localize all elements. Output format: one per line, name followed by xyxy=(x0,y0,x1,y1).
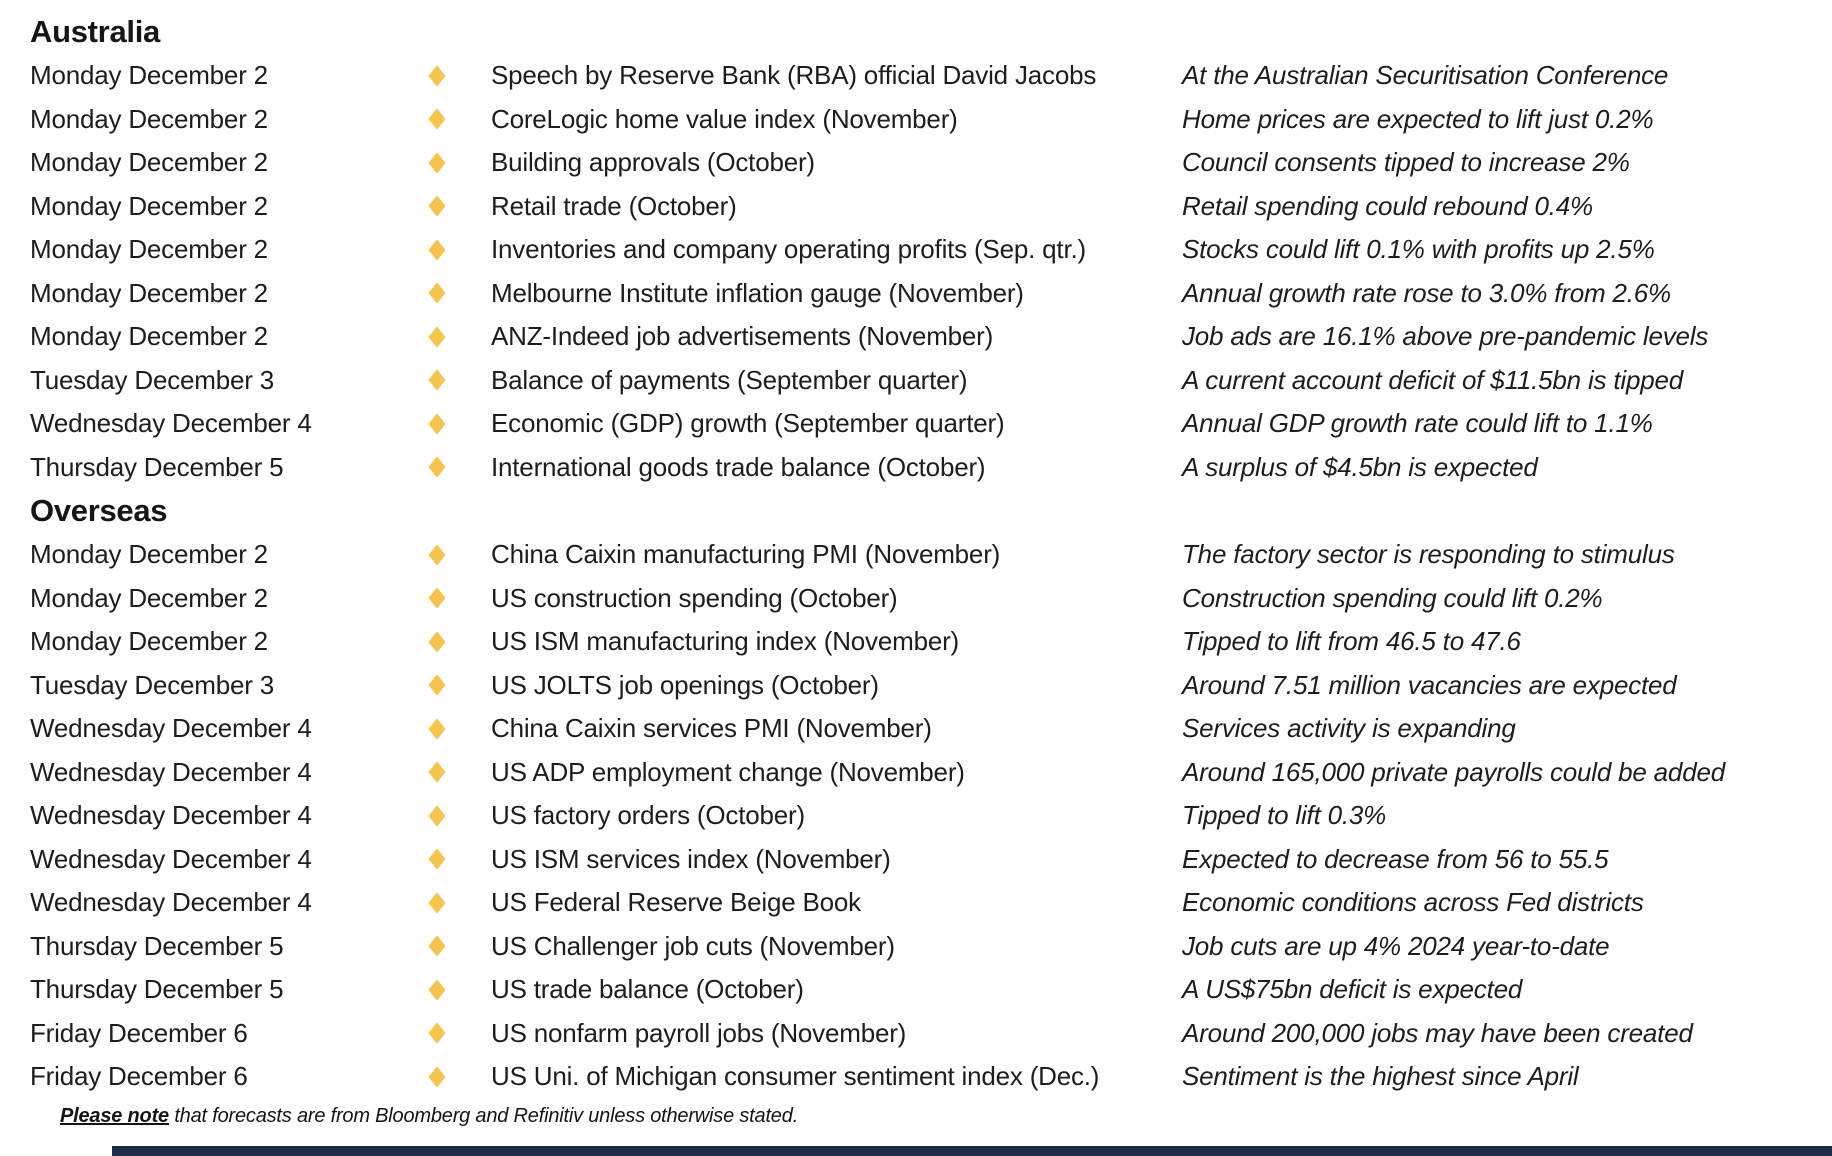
event-note: A current account deficit of $11.5bn is tipped xyxy=(1182,364,1683,395)
event-note: Tipped to lift from 46.5 to 47.6 xyxy=(1182,626,1521,657)
event-note: Economic conditions across Fed districts xyxy=(1182,887,1644,918)
calendar-row xyxy=(30,359,1832,403)
event-note: Council consents tipped to increase 2% xyxy=(1182,147,1630,178)
event-date: Monday December 2 xyxy=(30,321,268,352)
bullet-cell xyxy=(427,810,491,822)
bullet-cell xyxy=(427,636,491,648)
event-note: Around 165,000 private payrolls could be added xyxy=(1182,756,1725,787)
diamond-icon xyxy=(429,544,446,565)
footer-bar xyxy=(112,1146,1832,1156)
event-date: Thursday December 5 xyxy=(30,451,284,482)
event-title: Building approvals (October) xyxy=(491,147,815,178)
event-date: Monday December 2 xyxy=(30,147,268,178)
calendar-row xyxy=(30,664,1832,708)
event-note: Stocks could lift 0.1% with profits up 2.5% xyxy=(1182,234,1655,265)
event-date: Monday December 2 xyxy=(30,103,268,134)
diamond-icon xyxy=(429,675,446,696)
event-date: Thursday December 5 xyxy=(30,974,284,1005)
event-note: Job ads are 16.1% above pre-pandemic levels xyxy=(1182,321,1709,352)
event-date: Monday December 2 xyxy=(30,60,268,91)
event-title: US Uni. of Michigan consumer sentiment index (Dec.) xyxy=(491,1061,1100,1092)
diamond-icon xyxy=(429,196,446,217)
diamond-icon xyxy=(429,370,446,391)
bullet-cell xyxy=(427,1071,491,1083)
event-title: US Federal Reserve Beige Book xyxy=(491,887,861,918)
event-title: US Challenger job cuts (November) xyxy=(491,930,895,961)
calendar-row xyxy=(30,228,1832,272)
event-note: Annual GDP growth rate could lift to 1.1% xyxy=(1182,408,1653,439)
event-note: The factory sector is responding to stimulus xyxy=(1182,539,1675,570)
calendar-row xyxy=(30,968,1832,1012)
calendar-row xyxy=(30,1055,1832,1099)
event-title: US ISM services index (November) xyxy=(491,843,891,874)
calendar-row xyxy=(30,925,1832,969)
event-date: Monday December 2 xyxy=(30,277,268,308)
event-note: At the Australian Securitisation Conference xyxy=(1182,60,1669,91)
calendar-row xyxy=(30,185,1832,229)
event-note: Sentiment is the highest since April xyxy=(1182,1061,1579,1092)
bullet-cell xyxy=(427,549,491,561)
event-title: International goods trade balance (October) xyxy=(491,451,986,482)
event-title: US construction spending (October) xyxy=(491,582,898,613)
diamond-icon xyxy=(429,326,446,347)
calendar-row xyxy=(30,141,1832,185)
bullet-cell xyxy=(427,374,491,386)
event-title: Balance of payments (September quarter) xyxy=(491,364,968,395)
bullet-cell xyxy=(427,331,491,343)
bullet-cell xyxy=(427,418,491,430)
bullet-cell xyxy=(427,113,491,125)
diamond-icon xyxy=(429,805,446,826)
calendar-row xyxy=(30,446,1832,490)
calendar-table xyxy=(30,10,1832,1099)
event-date: Tuesday December 3 xyxy=(30,669,274,700)
diamond-icon xyxy=(429,109,446,130)
event-title: CoreLogic home value index (November) xyxy=(491,103,958,134)
event-title: US nonfarm payroll jobs (November) xyxy=(491,1017,907,1048)
event-note: Tipped to lift 0.3% xyxy=(1182,800,1387,831)
event-title: Speech by Reserve Bank (RBA) official David Jacobs xyxy=(491,60,1097,91)
section-heading: Australia xyxy=(30,14,160,49)
event-date: Monday December 2 xyxy=(30,190,268,221)
event-date: Wednesday December 4 xyxy=(30,800,312,831)
event-title: China Caixin services PMI (November) xyxy=(491,713,932,744)
calendar-row xyxy=(30,707,1832,751)
bullet-cell xyxy=(427,244,491,256)
event-note: Home prices are expected to lift just 0.2% xyxy=(1182,103,1654,134)
calendar-row xyxy=(30,794,1832,838)
event-date: Monday December 2 xyxy=(30,582,268,613)
event-date: Wednesday December 4 xyxy=(30,756,312,787)
bullet-cell xyxy=(427,70,491,82)
diamond-icon xyxy=(429,762,446,783)
event-title: US JOLTS job openings (October) xyxy=(491,669,879,700)
event-title: Inventories and company operating profits (Sep. qtr.) xyxy=(491,234,1086,265)
diamond-icon xyxy=(429,936,446,957)
calendar-row xyxy=(30,315,1832,359)
bullet-cell xyxy=(427,897,491,909)
event-title: China Caixin manufacturing PMI (November) xyxy=(491,539,1001,570)
bullet-cell xyxy=(427,200,491,212)
bullet-cell xyxy=(427,940,491,952)
event-title: US factory orders (October) xyxy=(491,800,805,831)
calendar-row xyxy=(30,751,1832,795)
bullet-cell xyxy=(427,461,491,473)
event-date: Monday December 2 xyxy=(30,234,268,265)
calendar-row xyxy=(30,1012,1832,1056)
event-date: Wednesday December 4 xyxy=(30,713,312,744)
event-note: A surplus of $4.5bn is expected xyxy=(1182,451,1538,482)
event-date: Friday December 6 xyxy=(30,1017,248,1048)
event-date: Thursday December 5 xyxy=(30,930,284,961)
event-note: Around 7.51 million vacancies are expected xyxy=(1182,669,1677,700)
event-date: Wednesday December 4 xyxy=(30,408,312,439)
event-note: Around 200,000 jobs may have been created xyxy=(1182,1017,1693,1048)
bullet-cell xyxy=(427,157,491,169)
bullet-cell xyxy=(427,853,491,865)
event-date: Tuesday December 3 xyxy=(30,364,274,395)
calendar-row xyxy=(30,838,1832,882)
calendar-row xyxy=(30,533,1832,577)
calendar-row xyxy=(30,620,1832,664)
event-note: A US$75bn deficit is expected xyxy=(1182,974,1523,1005)
bullet-cell xyxy=(427,679,491,691)
calendar-row xyxy=(30,402,1832,446)
section-heading: Overseas xyxy=(30,493,168,528)
footnote xyxy=(30,1105,1832,1128)
event-title: US trade balance (October) xyxy=(491,974,804,1005)
event-title: Economic (GDP) growth (September quarter) xyxy=(491,408,1005,439)
diamond-icon xyxy=(429,849,446,870)
event-note: Services activity is expanding xyxy=(1182,713,1516,744)
event-title: US ISM manufacturing index (November) xyxy=(491,626,960,657)
diamond-icon xyxy=(429,979,446,1000)
diamond-icon xyxy=(429,283,446,304)
event-date: Wednesday December 4 xyxy=(30,887,312,918)
bullet-cell xyxy=(427,592,491,604)
event-note: Expected to decrease from 56 to 55.5 xyxy=(1182,843,1609,874)
event-note: Job cuts are up 4% 2024 year-to-date xyxy=(1182,930,1610,961)
diamond-icon xyxy=(429,892,446,913)
bullet-cell xyxy=(427,984,491,996)
event-date: Friday December 6 xyxy=(30,1061,248,1092)
diamond-icon xyxy=(429,152,446,173)
bullet-cell xyxy=(427,766,491,778)
event-title: ANZ-Indeed job advertisements (November) xyxy=(491,321,994,352)
bullet-cell xyxy=(427,723,491,735)
diamond-icon xyxy=(429,588,446,609)
diamond-icon xyxy=(429,457,446,478)
bullet-cell xyxy=(427,1027,491,1039)
event-note: Construction spending could lift 0.2% xyxy=(1182,582,1603,613)
event-title: Retail trade (October) xyxy=(491,190,737,221)
diamond-icon xyxy=(429,413,446,434)
calendar-row xyxy=(30,98,1832,142)
footnote-text: that forecasts are from Bloomberg and Refinitiv unless otherwise stated. xyxy=(168,1104,799,1127)
diamond-icon xyxy=(429,718,446,739)
event-date: Wednesday December 4 xyxy=(30,843,312,874)
event-note: Retail spending could rebound 0.4% xyxy=(1182,190,1593,221)
diamond-icon xyxy=(429,1023,446,1044)
footnote-lead: Please note xyxy=(60,1104,169,1127)
event-note: Annual growth rate rose to 3.0% from 2.6% xyxy=(1182,277,1671,308)
diamond-icon xyxy=(429,239,446,260)
event-date: Monday December 2 xyxy=(30,626,268,657)
calendar-row xyxy=(30,54,1832,98)
diamond-icon xyxy=(429,65,446,86)
event-date: Monday December 2 xyxy=(30,539,268,570)
calendar-row xyxy=(30,577,1832,621)
calendar-row xyxy=(30,272,1832,316)
event-title: US ADP employment change (November) xyxy=(491,756,965,787)
calendar-row xyxy=(30,881,1832,925)
diamond-icon xyxy=(429,631,446,652)
diamond-icon xyxy=(429,1066,446,1087)
event-title: Melbourne Institute inflation gauge (November) xyxy=(491,277,1024,308)
bullet-cell xyxy=(427,287,491,299)
